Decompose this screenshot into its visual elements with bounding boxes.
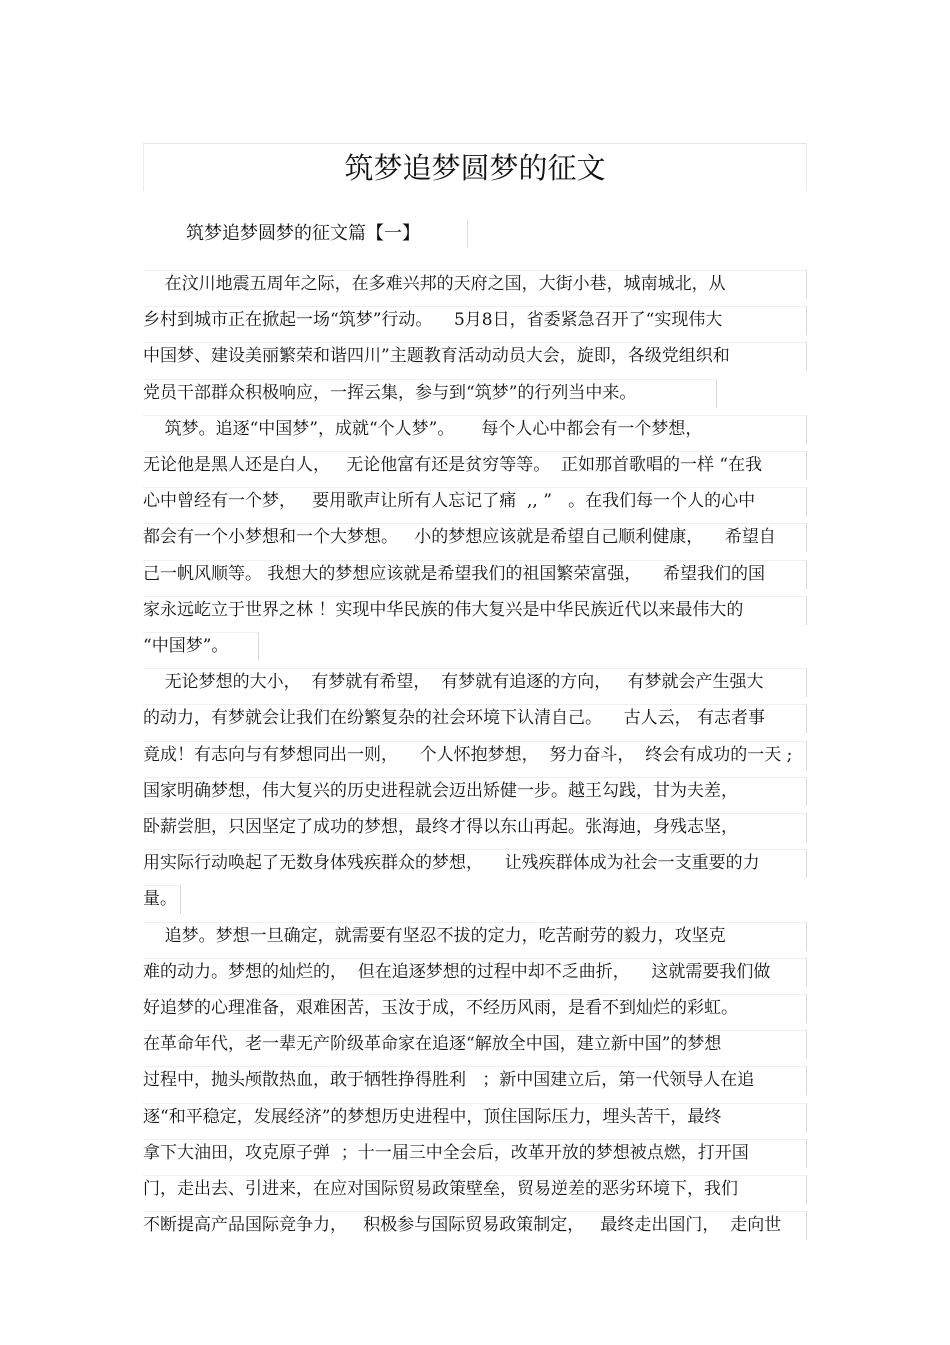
text-line: 心中曾经有一个梦， 要用歌声让所有人忘记了痛 ,, ” 。在我们每一个人的心中 [143,491,756,511]
text-line: 的动力，有梦就会让我们在纷繁复杂的社会环境下认清自己。 古人云， 有志者事 [143,708,766,728]
text-line: 在汶川地震五周年之际，在多难兴邦的天府之国，大街小巷，城南城北，从 [143,274,726,294]
text-line: 无论梦想的大小， 有梦就有希望， 有梦就有追逐的方向， 有梦就会产生强大 [143,672,764,692]
text-line: 过程中，抛头颅散热血，敢于牺牲挣得胜利 ；新中国建立后，第一代领导人在追 [143,1070,755,1090]
text-line: 都会有一个小梦想和一个大梦想。 小的梦想应该就是希望自己顺利健康， 希望自 [143,527,776,547]
text-line: 门，走出去、引进来，在应对国际贸易政策壁垒，贸易逆差的恶劣环境下，我们 [143,1179,738,1199]
text-line: 逐“和平稳定，发展经济”的梦想历史进程中，顶住国际压力，埋头苦干，最终 [143,1107,722,1127]
text-line: 难的动力。梦想的灿烂的， 但在追逐梦想的过程中却不乏曲折， 这就需要我们做 [143,962,771,982]
text-line: 中国梦、建设美丽繁荣和谐四川”主题教育活动动员大会，旋即，各级党组织和 [143,346,730,366]
text-line: 家永远屹立于世界之林 ！实现中华民族的伟大复兴是中华民族近代以来最伟大的 [143,600,744,620]
text-line: 竟成！有志向与有梦想同出一则， 个人怀抱梦想， 努力奋斗， 终会有成功的一天 ; [143,745,793,765]
text-line: 量。 [143,889,177,909]
text-line: 拿下大油田，攻克原子弹 ；十一届三中全会后，改革开放的梦想被点燃，打开国 [143,1143,749,1163]
text-line: 用实际行动唤起了无数身体残疾群众的梦想， 让残疾群体成为社会一支重要的力 [143,853,760,873]
text-line: 党员干部群众积极响应，一挥云集，参与到“筑梦”的行列当中来。 [143,383,637,403]
text-line: 国家明确梦想，伟大复兴的历史进程就会迈出矫健一步。越王勾践，甘为夫差， [143,781,738,801]
section-heading: 筑梦追梦圆梦的征文篇【一】 [186,223,420,244]
text-line: “中国梦”。 [143,636,229,656]
text-line: 乡村到城市正在掀起一场“筑梦”行动。 5月8日，省委紧急召开了“实现伟大 [143,310,723,330]
text-line: 在革命年代，老一辈无产阶级革命家在追逐“解放全中国，建立新中国”的梦想 [143,1034,722,1054]
text-line: 筑梦。追逐“中国梦”，成就“个人梦”。 每个人心中都会有一个梦想， [143,419,703,439]
text-line: 卧薪尝胆，只因坚定了成功的梦想，最终才得以东山再起。张海迪，身残志坚， [143,817,738,837]
document-title: 筑梦追梦圆梦的征文 [344,151,606,185]
text-line: 无论他是黑人还是白人， 无论他富有还是贫穷等等。 正如那首歌唱的一样 “在我 [143,455,763,475]
heading-divider [467,219,468,248]
text-line: 追梦。梦想一旦确定，就需要有坚忍不拔的定力，吃苦耐劳的毅力，攻坚克 [143,926,726,946]
text-line: 己一帆风顺等。 我想大的梦想应该就是希望我们的祖国繁荣富强， 希望我们的国 [143,564,766,584]
text-line: 好追梦的心理准备，艰难困苦，玉汝于成，不经历风雨，是看不到灿烂的彩虹。 [143,998,738,1018]
text-line: 不断提高产品国际竞争力， 积极参与国际贸易政策制定， 最终走出国门， 走向世 [143,1215,782,1235]
